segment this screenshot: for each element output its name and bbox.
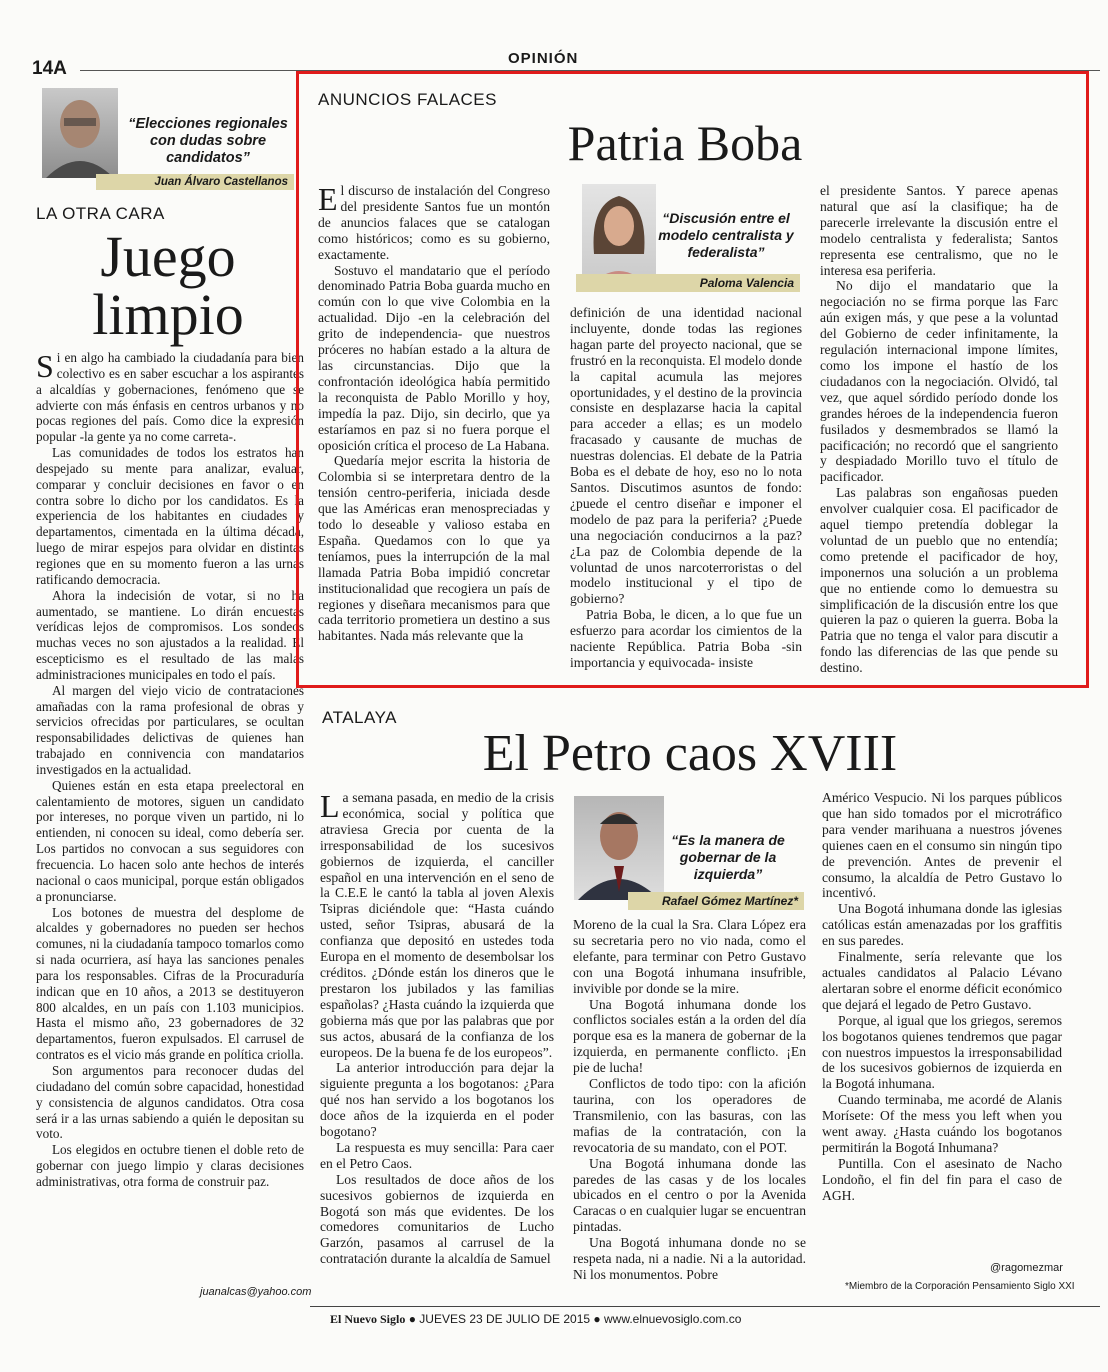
author-photo	[574, 796, 664, 900]
top-kicker: ANUNCIOS FALACES	[318, 90, 497, 109]
left-paragraph: Si en algo ha cambiado la ciudadanía para bien colectivo es en saber escuchar a los aspirantes a alcaldías y gobernaciones, fenómeno que se advierte con más énfasis en centros urbanos y no pocas regiones del país. Como dice la expresión popular -la gente ya no come carreta-.	[36, 350, 304, 445]
left-headline	[40, 224, 296, 347]
top-drop-cap: E	[318, 183, 338, 217]
bottom-paragraph: Los resultados de doce años de los sucesivos gobiernos de izquierda en Bogotá son más que evidentes. De los comedores comunitarios de Lucho Garzón, pasamos al carrusel de la contratación durante la alcaldía de Samuel	[320, 1171, 554, 1267]
author-photo	[42, 88, 118, 178]
left-paragraph: Son argumentos para reconocer dudas del ciudadano del común sobre capacidad, honestidad y consistencia de algunos candidatos. Otra cosa será ir a las urnas sabiendo a quién le depositan su voto.	[36, 1062, 304, 1142]
top-author-box	[570, 180, 800, 295]
left-paragraph: Quienes están en esta etapa preelectoral en calentamiento de motores, siguen un candidato por intereses, no porque viven un partido, ni lo entienden, ni conocen su ideal, como debería ser. Los partidos no convocan a sus seguidores con frecuencia. Lo hacen solo ante hechos de interés nacional o caos municipal, porque están obligados a pronunciarse.	[36, 777, 304, 904]
left-byline: Juan Álvaro Castellanos	[96, 174, 294, 190]
bottom-paragraph: Cuando terminaba, me acordé de Alanis Morísete: Of the mess you left when you went away. ¿Hasta cuándo los bogotanos permitirán la Bogotá Inhumana?	[822, 1092, 1062, 1155]
bottom-byline: Rafael Gómez Martínez*	[628, 892, 804, 910]
top-col-1	[318, 183, 550, 675]
bottom-paragraph: Américo Vespucio. Ni los parques públicos que han sido tomados por el microtráfico para vender marihuana a nuestros jóvenes quienes caen en el consumo sin ningún tipo de prevención. Antes de prevenir el consumo, la alcaldía de Petro Gustavo lo incentivó.	[822, 790, 1062, 901]
footer-paper: El Nuevo Siglo	[330, 1312, 406, 1326]
bottom-paragraph: Una Bogotá inhumana donde no se respeta nada, ni a nadie. Ni a la autoridad. Ni los monumentos. Pobre	[573, 1235, 806, 1282]
left-paragraph: Los botones de muestra del desplome de alcaldes y gobernadores no pueden ser hechos comunes, ni la ciudadanía tampoco tomarlos como si nada ocurriera, así haya las sanciones penales para los responsables. Cifras de la Procuraduría indican que en 10 años, a 2013 se destituyeron 800 alcaldes, en un país con 1.103 municipios. Hasta el mismo año, 23 gobernadores de 32 departamentos, fueron expulsados. El carrusel de contratos es el vicio más grande en política criolla.	[36, 904, 304, 1063]
left-kicker: LA OTRA CARA	[36, 204, 165, 223]
bullet-icon: ●	[408, 1312, 420, 1326]
top-paragraph: Sostuvo el mandatario que el período denominado Patria Boba guarda mucho en común con lo que vive Colombia en la actualidad. Dijo -en la celebración del grito de independencia- que nuestros próceres no habían estado a la altura de las circunstancias. Dijo que la confrontación ideológica había permitido la reconquista de Pablo Morillo y hoy, impedía la paz. Dijo, sin decirlo, que ya estaríamos en paz si no fuera porque el oposición crítica el proceso de La Habana.	[318, 262, 550, 453]
author-footnote: *Miembro de la Corporación Pensamiento Siglo XXI	[845, 1281, 1075, 1292]
left-paragraph: Ahora la indecisión de votar, si no ha aumentado, se mantiene. Lo dirán encuestas verídicas lejos de compromisos. Los sondeos muchas veces no son ajustados a la realidad. El escepticismo es el resultado de las malas administraciones municipales en todo el país.	[36, 587, 304, 682]
bottom-col-3	[822, 790, 1062, 1250]
page-number: 14A	[32, 58, 67, 79]
footer-rule	[310, 1306, 1100, 1307]
footer-url[interactable]: www.elnuevosiglo.com.co	[603, 1312, 742, 1326]
top-paragraph: el presidente Santos. Y parece apenas natural que así la clasifique; ha de parecerle irrelevante la discusión entre el modelo centralista y federalista; Santos representa ese centralismo, que no le interesa esa periferia.	[820, 183, 1058, 278]
bottom-paragraph: Puntilla. Con el asesinato de Nacho Londoño, el fin del fin para el caso de AGH.	[822, 1155, 1062, 1203]
left-paragraph: Los elegidos en octubre tienen el doble reto de gobernar con juego limpio y claras decisiones administrativas, otra forma de construir paz.	[36, 1142, 304, 1189]
top-col-2	[570, 305, 802, 675]
top-byline: Paloma Valencia	[576, 274, 800, 292]
top-paragraph: Las palabras son engañosas pueden envolver cualquier cosa. El pacificador de aquel tiempo pretendía doblegar la voluntad de un pueblo que no entendía; como pretende el pacificador de hoy, imponernos una solución a un problema que no entiende como lo demuestra su simplificación de la discusión entre los que quieren la paz o quieren la guerra. Boba la Patria que no tenga el valor para discutir a fondo las diferencias de las que pende su destino.	[820, 485, 1058, 675]
footer-date: JUEVES 23 DE JULIO DE 2015	[419, 1312, 591, 1326]
bottom-col-1	[320, 790, 554, 1296]
top-paragraph: No dijo el mandatario que la negociación no se firma porque las Farc aún exigen más, y que pese a la voluntad del Gobierno de ceder infinitamente, la regulación internacional impone límites, como los impone el hastío de los ciudadanos con la negociación. Olvidó, tal vez, que aquel sórdido período donde los grandes héroes de la independencia fueron fusilados y desmembrados se llamó la pacificación; no recordó que el sangriento y despiadado Morillo tuvo el título de pacificador.	[820, 278, 1058, 485]
footer	[330, 1312, 741, 1327]
bullet-icon: ●	[593, 1312, 604, 1326]
section-title: OPINIÓN	[508, 50, 579, 67]
top-col-3	[820, 183, 1058, 675]
bottom-paragraph: Porque, al igual que los griegos, seremos los bogotanos quienes tendremos que pagar con nuestros impuestos la irresponsabilidad de los sucesivos gobiernos de izquierda en la Bogotá inhumana.	[822, 1012, 1062, 1092]
left-email: juanalcas@yahoo.com	[200, 1286, 312, 1298]
author-photo	[582, 184, 656, 288]
bottom-paragraph: La anterior introducción para dejar la siguiente pregunta a los bogotanos: ¿Para qué nos han servido a los bogotanos los doce años de la izquierda en el poder bogotano?	[320, 1060, 554, 1140]
bottom-paragraph: Una Bogotá inhumana donde las paredes de las casas y de los locales ubicados en el centro o por la Avenida Caracas o en cualquier lugar se encuentran pintadas.	[573, 1155, 806, 1235]
left-drop-cap: S	[36, 350, 54, 384]
bottom-paragraph: Una Bogotá inhumana donde las iglesias católicas están amenazadas por los graffitis en sus paredes.	[822, 901, 1062, 949]
author-handle: @ragomezmar	[990, 1262, 1063, 1274]
bottom-author-box	[570, 790, 805, 910]
top-paragraph: Quedaría mejor escrita la historia de Colombia si se interpretara dentro de la tensión centro-periferia, iniciada desde que las Américas eran menospreciadas y todo lo deseable y valioso estaba en España. Quedamos con lo que ya teníamos, pues la interrupción de la mal llamada Patria Boba impidió concretar institucionalidad que recogiera un país de regiones y diseñara mecanismos para que cada territorio prometiera un destino a sus habitantes. Nada más relevante que la	[318, 453, 550, 644]
bottom-paragraph: Moreno de la cual la Sra. Clara López era su secretaria pero no vio nada, como el elefante, para terminar con Petro Gustavo con una Bogotá inhumana insufrible, invivible por donde se la mire.	[573, 917, 806, 996]
top-quote: “Discusión entre el modelo centralista y federalista”	[658, 210, 794, 260]
left-headline-line1: Juego	[100, 224, 236, 289]
bottom-col-2	[573, 917, 806, 1297]
top-headline: Patria Boba	[567, 115, 803, 171]
top-paragraph: Patria Boba, le dicen, a lo que fue un esfuerzo para acordar los cimientos de la naciente República. Patria Boba -sin importancia y equivocada- insiste	[570, 607, 802, 670]
bottom-paragraph: Finalmente, sería relevante que los actuales candidatos al Palacio Lévano alertaran sobre el enorme déficit económico que dejará el legado de Petro Gustavo.	[822, 949, 1062, 1012]
bottom-kicker: ATALAYA	[322, 708, 397, 727]
left-body	[36, 350, 304, 1290]
top-paragraph: definición de una identidad nacional incluyente, donde todas las regiones hagan parte del proyecto nacional, que se frustró en la reconquista. El modelo donde la capital acumula las mejores oportunidades, y el destino de la provincia consiste en desplazarse hacia la capital para acceder a ellas; es un modelo fracasado y causante de muchas de nuestras dolencias. El debate de la Patria Boba es el debate de hoy, eso no lo nota Santos. Discutimos asuntos de fondo: ¿puede el centro diseñar e imponer el modelo de paz para la periferia? ¿Puede una negociación conducirnos a la paz? ¿La paz de Colombia depende de la voluntad de unos narcoterroristas o del modelo institucional y el tipo de gobierno?	[570, 305, 802, 607]
left-headline-line2: limpio	[92, 282, 244, 347]
left-paragraph: Al margen del viejo vicio de contrataciones amañadas con la rama profesional de obras y servicios ofrecidas por particulares, se ocultan responsabilidades delictivas de quienes han trabajado en connivencia con mandatarios investigados en la actualidad.	[36, 682, 304, 777]
bottom-quote: “Es la manera de gobernar de la izquierda”	[671, 832, 785, 882]
bottom-paragraph: Conflictos de todo tipo: con la afición taurina, con los operadores de Transmilenio, con las basuras, con las mafias de la contratación, con la revocatoria de su mandato, con el POT.	[573, 1076, 806, 1155]
top-paragraph: El discurso de instalación del Congreso del presidente Santos fue un montón de anuncios falaces que se catalogan como históricos; como es su gobierno, exactamente.	[318, 183, 550, 262]
left-quote: “Elecciones regionales con dudas sobre candidatos”	[128, 116, 288, 166]
left-paragraph: Las comunidades de todos los estratos han despejado su mente para analizar, evaluar, comparar y concluir decisiones en favor o en contra sobre lo dicho por los candidatos. Es la experiencia de los habitantes en ciudades y departamentos, cimentada en la última década, luego de mirar espejos para olvidar en distintas regiones que en su momento fueron a las urnas ratificando democracia.	[36, 445, 304, 587]
bottom-headline: El Petro caos XVIII	[482, 725, 898, 782]
bottom-paragraph: La semana pasada, en medio de la crisis económica, social y política que atraviesa Grecia por cuenta de la irresponsabilidad de los sucesivos gobiernos de izquierda, el canciller español en una intervención en el seno de la C.E.E le cantó la tabla al joven Alexis Tsipras diciéndole que: “Hasta cuándo usted, señor Tsipras, abusará de la confianza que depositó en ustedes toda Europa en el momento de desembolsar los créditos. ¿Dónde están los dineros que le prestaron los jubilados y las familias españolas? ¿Hasta cuándo la izquierda que gobierna más que por las palabras que por sus actos, abusará de la confianza de los europeos. De la buena fe de los europeos”.	[320, 790, 554, 1060]
bottom-paragraph: La respuesta es muy sencilla: Para caer en el Petro Caos.	[320, 1139, 554, 1171]
bottom-drop-cap: L	[320, 790, 340, 824]
left-author-box	[36, 80, 294, 190]
bottom-paragraph: Una Bogotá inhumana donde los conflictos sociales están a la orden del día porque esa es la manera de gobernar de la izquierda, en permanente conflicto. ¡En pie de lucha!	[573, 996, 806, 1076]
